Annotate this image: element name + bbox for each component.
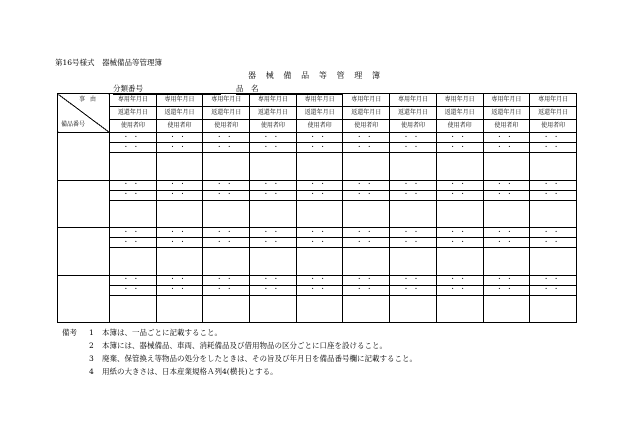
ledger-row [58, 228, 577, 238]
user-seal-header: 使用者印 [390, 120, 437, 133]
lend-date-cell[interactable]: ・・ [296, 180, 343, 190]
lend-date-cell[interactable]: ・・ [110, 228, 157, 238]
lend-date-cell[interactable]: ・・ [530, 180, 577, 190]
lend-date-cell[interactable]: ・・ [343, 275, 390, 285]
lend-date-cell[interactable]: ・・ [203, 275, 250, 285]
return-date-cell[interactable]: ・・ [483, 238, 530, 248]
return-date-header: 返還年月日 [250, 107, 297, 120]
lend-date-cell[interactable]: ・・ [483, 133, 530, 143]
lend-date-header: 専用年月日 [296, 94, 343, 107]
lend-date-cell[interactable]: ・・ [250, 133, 297, 143]
return-date-cell[interactable]: ・・ [530, 190, 577, 200]
user-seal-cell[interactable] [436, 295, 483, 323]
user-seal-cell[interactable] [390, 200, 437, 228]
user-seal-cell[interactable] [436, 200, 483, 228]
lend-date-header: 専用年月日 [110, 94, 157, 107]
lend-date-cell[interactable]: ・・ [296, 133, 343, 143]
lend-date-cell[interactable]: ・・ [530, 133, 577, 143]
lend-date-header: 専用年月日 [530, 94, 577, 107]
return-date-cell[interactable]: ・・ [483, 285, 530, 295]
note-number: 4 [89, 367, 94, 376]
lend-date-cell[interactable]: ・・ [110, 133, 157, 143]
return-date-cell[interactable]: ・・ [343, 285, 390, 295]
user-seal-header: 使用者印 [156, 120, 203, 133]
user-seal-cell[interactable] [156, 248, 203, 276]
lend-date-header: 専用年月日 [483, 94, 530, 107]
ledger-table [57, 93, 577, 323]
return-date-cell[interactable]: ・・ [296, 238, 343, 248]
lend-date-cell[interactable]: ・・ [296, 275, 343, 285]
note-text: 本簿には、器械備品、車両、消耗備品及び借用物品の区分ごとに口座を設けること。 [102, 341, 387, 350]
return-date-cell[interactable]: ・・ [110, 238, 157, 248]
user-seal-cell[interactable] [250, 153, 297, 181]
lend-date-cell[interactable]: ・・ [343, 228, 390, 238]
user-seal-header: 使用者印 [110, 120, 157, 133]
lend-date-cell[interactable]: ・・ [203, 133, 250, 143]
lend-date-cell[interactable]: ・・ [483, 275, 530, 285]
lend-date-header: 専用年月日 [203, 94, 250, 107]
user-seal-cell[interactable] [530, 153, 577, 181]
note-item-4 [62, 365, 417, 378]
return-date-cell[interactable]: ・・ [530, 285, 577, 295]
header-row [58, 120, 577, 133]
user-seal-cell[interactable] [250, 295, 297, 323]
return-date-cell[interactable]: ・・ [343, 190, 390, 200]
lend-date-cell[interactable]: ・・ [250, 228, 297, 238]
return-date-cell[interactable]: ・・ [110, 143, 157, 153]
lend-date-cell[interactable]: ・・ [390, 275, 437, 285]
reason-label: 事由 [78, 96, 101, 103]
lend-date-cell[interactable]: ・・ [436, 133, 483, 143]
user-seal-cell[interactable] [390, 295, 437, 323]
user-seal-cell[interactable] [343, 295, 390, 323]
lend-date-header: 専用年月日 [343, 94, 390, 107]
return-date-cell[interactable]: ・・ [436, 285, 483, 295]
equipment-number-cell[interactable] [58, 275, 110, 323]
return-date-cell[interactable]: ・・ [203, 190, 250, 200]
user-seal-cell[interactable] [203, 248, 250, 276]
lend-date-header: 専用年月日 [156, 94, 203, 107]
user-seal-cell[interactable] [110, 200, 157, 228]
header-row [58, 94, 577, 107]
user-seal-header: 使用者印 [530, 120, 577, 133]
lend-date-header: 専用年月日 [390, 94, 437, 107]
return-date-cell[interactable]: ・・ [250, 143, 297, 153]
return-date-cell[interactable]: ・・ [436, 238, 483, 248]
user-seal-cell[interactable] [530, 200, 577, 228]
return-date-cell[interactable]: ・・ [343, 143, 390, 153]
lend-date-cell[interactable]: ・・ [436, 275, 483, 285]
return-date-cell[interactable]: ・・ [296, 285, 343, 295]
user-seal-cell[interactable] [203, 153, 250, 181]
note-number: 2 [89, 341, 94, 350]
user-seal-header: 使用者印 [203, 120, 250, 133]
note-text: 本簿は、一品ごとに記載すること。 [102, 328, 222, 337]
return-date-cell[interactable]: ・・ [530, 143, 577, 153]
user-seal-cell[interactable] [483, 200, 530, 228]
lend-date-cell[interactable]: ・・ [390, 228, 437, 238]
document-title: 器械備品等管理簿 [248, 71, 380, 80]
return-date-cell[interactable]: ・・ [156, 190, 203, 200]
user-seal-header: 使用者印 [343, 120, 390, 133]
ledger-row [58, 238, 577, 248]
return-date-cell[interactable]: ・・ [203, 238, 250, 248]
lend-date-cell[interactable]: ・・ [436, 228, 483, 238]
lend-date-cell[interactable]: ・・ [483, 228, 530, 238]
user-seal-header: 使用者印 [436, 120, 483, 133]
user-seal-cell[interactable] [483, 153, 530, 181]
return-date-header: 返還年月日 [296, 107, 343, 120]
lend-date-cell[interactable]: ・・ [390, 133, 437, 143]
equipment-number-cell[interactable] [58, 180, 110, 228]
user-seal-cell[interactable] [296, 295, 343, 323]
user-seal-cell[interactable] [110, 248, 157, 276]
note-item-3 [62, 352, 417, 365]
return-date-cell[interactable]: ・・ [390, 285, 437, 295]
user-seal-cell[interactable] [203, 200, 250, 228]
ledger-row [58, 153, 577, 181]
return-date-cell[interactable]: ・・ [436, 143, 483, 153]
user-seal-cell[interactable] [436, 248, 483, 276]
lend-date-header: 専用年月日 [436, 94, 483, 107]
note-text: 用紙の大きさは、日本産業規格Ａ列4(横長)とする。 [102, 367, 278, 376]
user-seal-cell[interactable] [483, 248, 530, 276]
lend-date-cell[interactable]: ・・ [110, 275, 157, 285]
equipment-number-cell[interactable] [58, 228, 110, 276]
return-date-cell[interactable]: ・・ [436, 190, 483, 200]
return-date-cell[interactable]: ・・ [483, 143, 530, 153]
user-seal-cell[interactable] [343, 153, 390, 181]
return-date-header: 返還年月日 [436, 107, 483, 120]
user-seal-cell[interactable] [343, 248, 390, 276]
return-date-cell[interactable]: ・・ [250, 190, 297, 200]
note-item-1 [62, 326, 417, 339]
lend-date-cell[interactable]: ・・ [530, 275, 577, 285]
ledger-row [58, 248, 577, 276]
return-date-header: 返還年月日 [203, 107, 250, 120]
lend-date-cell[interactable]: ・・ [436, 180, 483, 190]
lend-date-cell[interactable]: ・・ [203, 228, 250, 238]
header-row [58, 107, 577, 120]
user-seal-cell[interactable] [250, 200, 297, 228]
lend-date-cell[interactable]: ・・ [250, 275, 297, 285]
return-date-cell[interactable]: ・・ [390, 238, 437, 248]
return-date-cell[interactable]: ・・ [343, 238, 390, 248]
lend-date-cell[interactable]: ・・ [203, 180, 250, 190]
equipment-number-label: 備品番号 [61, 121, 86, 128]
return-date-cell[interactable]: ・・ [110, 285, 157, 295]
notes [62, 326, 417, 378]
note-text: 廃棄、保管換え等物品の処分をしたときは、その旨及び年月日を備品番号欄に記載すること。 [102, 354, 417, 363]
ledger-row [58, 143, 577, 153]
lend-date-cell[interactable]: ・・ [156, 180, 203, 190]
user-seal-header: 使用者印 [483, 120, 530, 133]
ledger-row [58, 200, 577, 228]
user-seal-cell[interactable] [296, 200, 343, 228]
return-date-cell[interactable]: ・・ [483, 190, 530, 200]
user-seal-cell[interactable] [110, 295, 157, 323]
lend-date-cell[interactable]: ・・ [390, 180, 437, 190]
return-date-cell[interactable]: ・・ [156, 238, 203, 248]
return-date-cell[interactable]: ・・ [110, 190, 157, 200]
return-date-cell[interactable]: ・・ [156, 285, 203, 295]
user-seal-cell[interactable] [343, 200, 390, 228]
lend-date-cell[interactable]: ・・ [110, 180, 157, 190]
user-seal-cell[interactable] [156, 153, 203, 181]
lend-date-cell[interactable]: ・・ [530, 228, 577, 238]
user-seal-cell[interactable] [250, 248, 297, 276]
user-seal-cell[interactable] [530, 295, 577, 323]
user-seal-cell[interactable] [203, 295, 250, 323]
user-seal-cell[interactable] [483, 295, 530, 323]
lend-date-cell[interactable]: ・・ [483, 180, 530, 190]
header-corner-cell [58, 94, 110, 133]
user-seal-cell[interactable] [390, 153, 437, 181]
ledger-row [58, 285, 577, 295]
return-date-cell[interactable]: ・・ [530, 238, 577, 248]
lend-date-cell[interactable]: ・・ [156, 228, 203, 238]
note-item-2 [62, 339, 417, 352]
ledger-row [58, 133, 577, 143]
ledger-row [58, 190, 577, 200]
return-date-header: 返還年月日 [390, 107, 437, 120]
return-date-cell[interactable]: ・・ [390, 190, 437, 200]
note-number: 3 [89, 354, 94, 363]
return-date-header: 返還年月日 [343, 107, 390, 120]
category-number-field[interactable]: 分類番号 [113, 84, 221, 95]
notes-heading: 備考 [62, 328, 77, 337]
return-date-cell[interactable]: ・・ [250, 238, 297, 248]
return-date-cell[interactable]: ・・ [203, 143, 250, 153]
ledger-row [58, 180, 577, 190]
lend-date-cell[interactable]: ・・ [250, 180, 297, 190]
return-date-cell[interactable]: ・・ [296, 190, 343, 200]
user-seal-header: 使用者印 [250, 120, 297, 133]
return-date-cell[interactable]: ・・ [250, 285, 297, 295]
lend-date-cell[interactable]: ・・ [156, 133, 203, 143]
ledger-row [58, 295, 577, 323]
return-date-cell[interactable]: ・・ [390, 143, 437, 153]
user-seal-cell[interactable] [390, 248, 437, 276]
return-date-header: 返還年月日 [483, 107, 530, 120]
user-seal-cell[interactable] [296, 153, 343, 181]
return-date-header: 返還年月日 [156, 107, 203, 120]
equipment-number-cell[interactable] [58, 133, 110, 181]
ledger-row [58, 275, 577, 285]
lend-date-header: 専用年月日 [250, 94, 297, 107]
return-date-cell[interactable]: ・・ [203, 285, 250, 295]
lend-date-cell[interactable]: ・・ [343, 180, 390, 190]
user-seal-cell[interactable] [436, 153, 483, 181]
lend-date-cell[interactable]: ・・ [296, 228, 343, 238]
return-date-header: 返還年月日 [530, 107, 577, 120]
user-seal-cell[interactable] [110, 153, 157, 181]
user-seal-cell[interactable] [296, 248, 343, 276]
return-date-cell[interactable]: ・・ [156, 143, 203, 153]
lend-date-cell[interactable]: ・・ [156, 275, 203, 285]
user-seal-cell[interactable] [530, 248, 577, 276]
form-label: 第16号様式 器械備品等管理簿 [55, 58, 163, 67]
note-number: 1 [89, 328, 94, 337]
user-seal-cell[interactable] [156, 200, 203, 228]
return-date-cell[interactable]: ・・ [296, 143, 343, 153]
item-name-field[interactable]: 品 名 [236, 84, 342, 95]
lend-date-cell[interactable]: ・・ [343, 133, 390, 143]
return-date-header: 返還年月日 [110, 107, 157, 120]
user-seal-cell[interactable] [156, 295, 203, 323]
user-seal-header: 使用者印 [296, 120, 343, 133]
